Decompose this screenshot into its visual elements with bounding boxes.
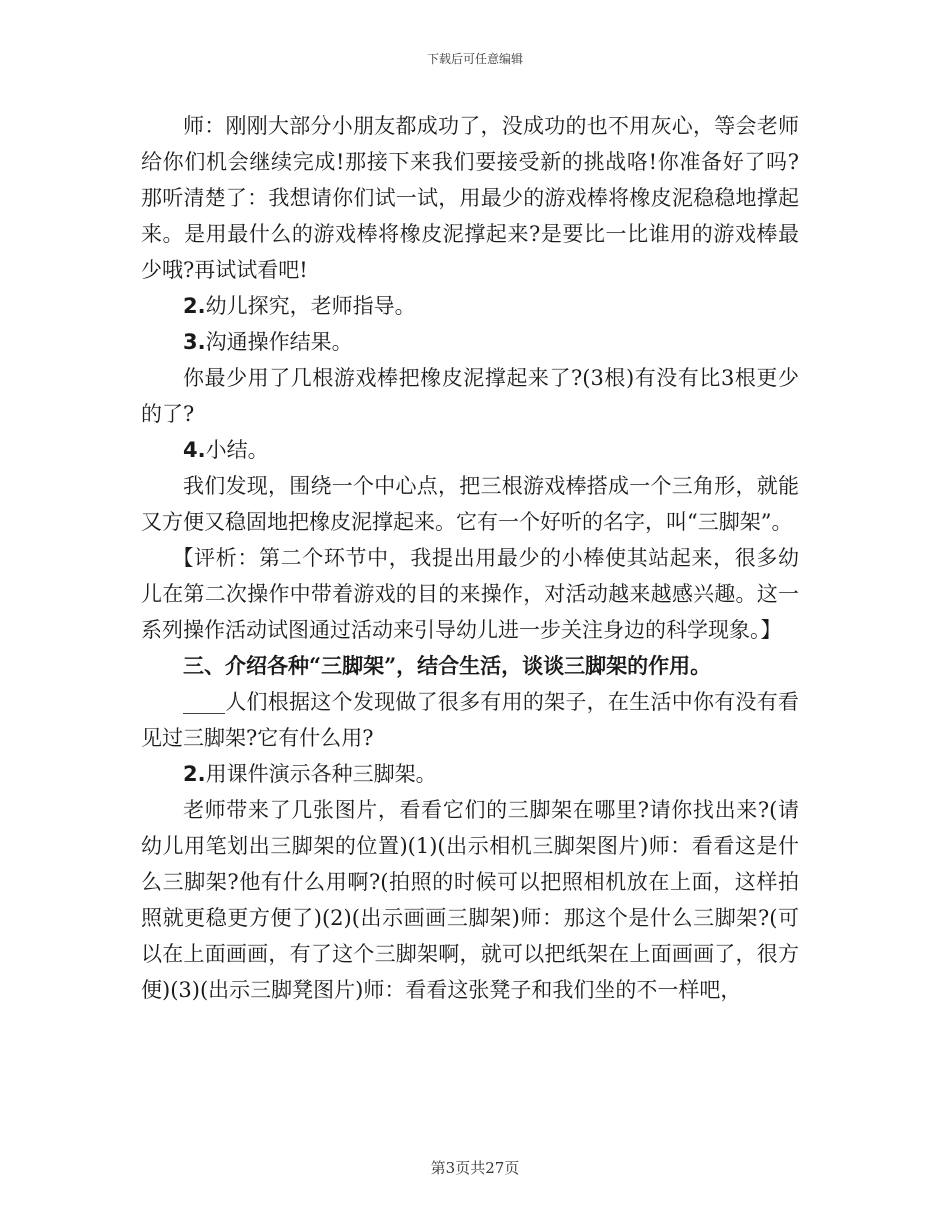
paragraph-text: 用课件演示各种三脚架。	[205, 762, 437, 786]
document-body	[141, 108, 799, 1008]
paragraph-text: 小结。	[205, 438, 269, 462]
section-heading-3	[141, 648, 799, 684]
paragraph-pictures	[141, 792, 799, 1008]
step-number: 2.	[183, 762, 206, 786]
step-number: 2.	[183, 294, 206, 318]
paragraph-text: 老师带来了几张图片，看看它们的三脚架在哪里?请你找出来?(请幼儿用笔划出三脚架的位置)(1)(出示相机三脚架图片)师：看看这是什么三脚架?他有什么用啊?(拍照的时候可以把照相机放在上面，这样拍照就更稳更方便了)(2)(出示画画三脚架)师：那这个是什么三脚架?(可以在上面画画，有了这个三脚架啊，就可以把纸架在上面画画了，很方便)(3)(出示三脚凳图片)师：看看这张凳子和我们坐的不一样吧，	[141, 798, 799, 1002]
paragraph-step-2	[141, 288, 799, 324]
paragraph-text: ____人们根据这个发现做了很多有用的架子，在生活中你有没有看见过三脚架?它有什么用?	[141, 690, 799, 750]
step-number: 3.	[183, 330, 206, 354]
paragraph-teacher-challenge	[141, 108, 799, 288]
paragraph-step-3	[141, 324, 799, 360]
paragraph-text: 你最少用了几根游戏棒把橡皮泥撑起来了?(3根)有没有比3根更少的了?	[141, 366, 799, 426]
paragraph-evaluation	[141, 540, 799, 648]
heading-text: 三、介绍各种“三脚架”，结合生活，谈谈三脚架的作用。	[183, 653, 712, 678]
paragraph-text: 幼儿探究，老师指导。	[205, 294, 416, 318]
paragraph-step-4	[141, 432, 799, 468]
paragraph-text: 师：刚刚大部分小朋友都成功了，没成功的也不用灰心，等会老师给你们机会继续完成!那接下来我们要接受新的挑战咯!你准备好了吗?那听清楚了：我想请你们试一试，用最少的游戏棒将橡皮泥稳稳地撑起来。是用最什么的游戏棒将橡皮泥撑起来?是要比一比谁用的游戏棒最少哦?再试试看吧!	[141, 114, 799, 282]
step-number: 4.	[183, 438, 206, 462]
paragraph-text: 【评析：第二个环节中，我提出用最少的小棒使其站起来，很多幼儿在第二次操作中带着游戏的目的来操作，对活动越来越感兴趣。这一系列操作活动试图通过活动来引导幼儿进一步关注身边的科学现象。】	[141, 546, 799, 642]
page-footer: 第3页共27页	[430, 1159, 520, 1177]
paragraph-discovery	[141, 684, 799, 756]
paragraph-question	[141, 360, 799, 432]
paragraph-step-2b	[141, 756, 799, 792]
paragraph-text: 沟通操作结果。	[205, 330, 353, 354]
paragraph-summary	[141, 468, 799, 540]
paragraph-text: 我们发现，围绕一个中心点，把三根游戏棒搭成一个三角形，就能又方便又稳固地把橡皮泥撑起来。它有一个好听的名字，叫“三脚架”。	[141, 474, 799, 534]
page-header: 下载后可任意编辑	[426, 52, 523, 66]
